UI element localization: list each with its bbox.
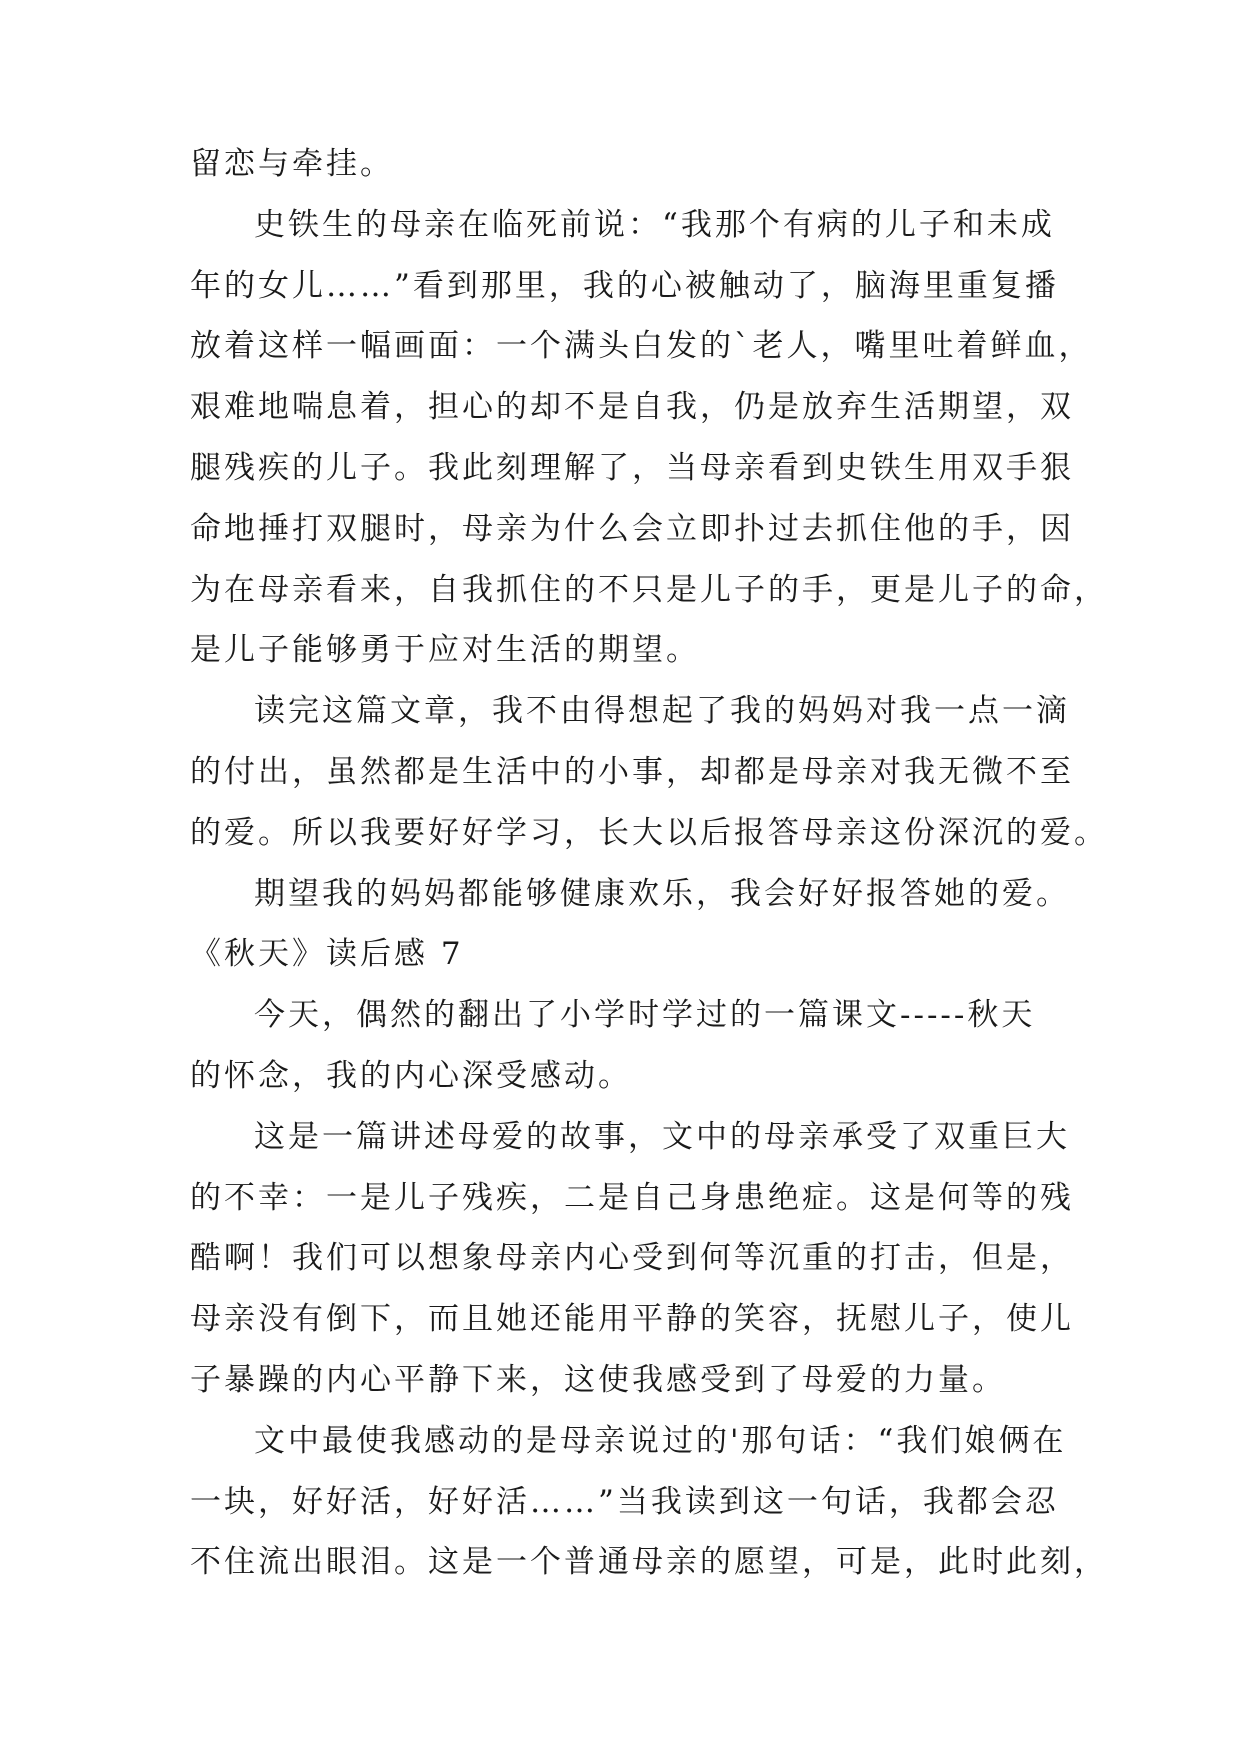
text-line: 母亲没有倒下，而且她还能用平静的笑容，抚慰儿子，使儿 [190, 1301, 1074, 1338]
text-line: 留恋与牵挂。 [190, 146, 394, 182]
text-line: 不住流出眼泪。这是一个普通母亲的愿望，可是，此时此刻， [190, 1544, 1108, 1581]
text-line: 年的女儿……”看到那里，我的心被触动了，脑海里重复播 [190, 267, 1059, 304]
text-line: 腿残疾的儿子。我此刻理解了，当母亲看到史铁生用双手狠 [190, 449, 1074, 486]
section-heading: 《秋天》读后感 7 [190, 936, 464, 973]
text-line: 文中最使我感动的是母亲说过的'那句话：“我们娘俩在 [254, 1422, 1067, 1459]
text-line: 命地捶打双腿时，母亲为什么会立即扑过去抓住他的手，因 [190, 510, 1074, 547]
text-line: 为在母亲看来，自我抓住的不只是儿子的手，更是儿子的命， [190, 571, 1108, 608]
document-body [190, 134, 1108, 1593]
text-line: 是儿子能够勇于应对生活的期望。 [190, 632, 700, 669]
text-line: 酷啊！我们可以想象母亲内心受到何等沉重的打击，但是， [190, 1240, 1074, 1277]
text-line: 期望我的妈妈都能够健康欢乐，我会好好报答她的爱。 [254, 875, 1070, 912]
text-line: 子暴躁的内心平静下来，这使我感受到了母爱的力量。 [190, 1361, 1006, 1398]
text-line: 放着这样一幅画面：一个满头白发的`老人，嘴里吐着鲜血， [190, 328, 1093, 365]
text-line: 艰难地喘息着，担心的却不是自我，仍是放弃生活期望，双 [190, 389, 1074, 426]
text-line: 这是一篇讲述母爱的故事，文中的母亲承受了双重巨大 [254, 1118, 1070, 1155]
text-line: 史铁生的母亲在临死前说：“我那个有病的儿子和未成 [254, 206, 1055, 243]
text-line: 的爱。所以我要好好学习，长大以后报答母亲这份深沉的爱。 [190, 814, 1108, 851]
text-line: 的怀念，我的内心深受感动。 [190, 1057, 632, 1094]
text-line: 的不幸：一是儿子残疾，二是自己身患绝症。这是何等的残 [190, 1179, 1074, 1216]
text-line: 的付出，虽然都是生活中的小事，却都是母亲对我无微不至 [190, 753, 1074, 790]
text-line: 今天，偶然的翻出了小学时学过的一篇课文-----秋天 [254, 997, 1036, 1034]
text-line: 一块，好好活，好好活……”当我读到这一句话，我都会忍 [190, 1483, 1059, 1520]
text-line: 读完这篇文章，我不由得想起了我的妈妈对我一点一滴 [254, 693, 1070, 730]
